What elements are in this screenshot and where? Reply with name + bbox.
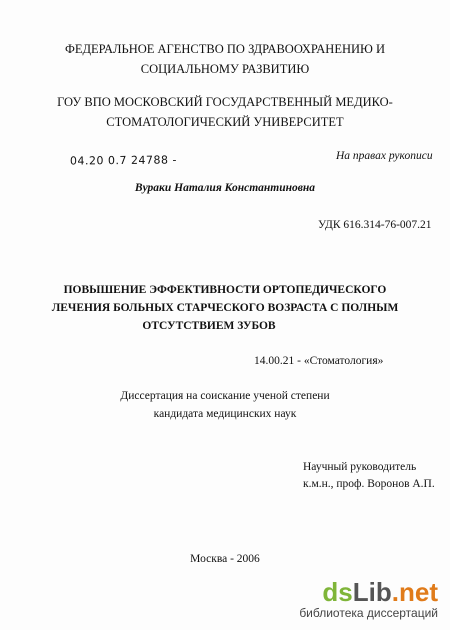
university-line-1: ГОУ ВПО МОСКОВСКИЙ ГОСУДАРСТВЕННЫЙ МЕДИКО- [57, 95, 393, 109]
dissertation-line-2: кандидата медицинских наук [153, 408, 297, 420]
dissertation-line-1: Диссертация на соискание ученой степени [120, 390, 330, 402]
registration-number: 04.20 0.7 24788 - [69, 153, 178, 168]
advisor-label: Научный руководитель [303, 461, 417, 473]
title-line-3: ОТСУТСТВИЕМ ЗУБОВ [142, 320, 276, 332]
dslib-watermark [299, 579, 438, 620]
place-year: Москва - 2006 [190, 553, 260, 565]
agency-line-1: ФЕДЕРАЛЬНОЕ АГЕНСТВО ПО ЗДРАВООХРАНЕНИЮ И [64, 42, 386, 56]
logo-part-net: .net [391, 577, 438, 607]
dslib-logo [299, 579, 438, 605]
title-line-2: ЛЕЧЕНИЯ БОЛЬНЫХ СТАРЧЕСКОГО ВОЗРАСТА С ПОЛНЫМ [51, 302, 399, 314]
title-line-1: ПОВЫШЕНИЕ ЭФФЕКТИВНОСТИ ОРТОПЕДИЧЕСКОГО [63, 284, 387, 296]
logo-part-lib: Lib [352, 577, 392, 607]
specialty: 14.00.21 - «Стоматология» [254, 355, 384, 367]
advisor-name: к.м.н., проф. Воронов А.П. [303, 478, 435, 490]
university-line-2: СТОМАТОЛОГИЧЕСКИЙ УНИВЕРСИТЕТ [106, 115, 344, 129]
udk-code: УДК 616.314-76-007.21 [318, 219, 432, 231]
watermark-subtitle: библиотека диссертаций [299, 606, 438, 620]
author-name: Вураки Наталия Константиновна [134, 182, 316, 194]
logo-part-ds: ds [322, 577, 353, 607]
manuscript-rights: На правах рукописи [336, 150, 433, 162]
agency-line-2: СОЦИАЛЬНОМУ РАЗВИТИЮ [140, 62, 310, 76]
